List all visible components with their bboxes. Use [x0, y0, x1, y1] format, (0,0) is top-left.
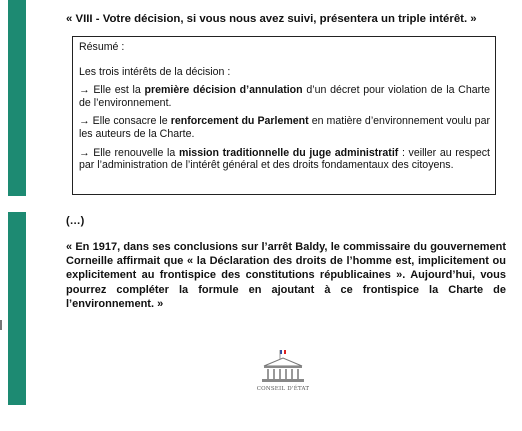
margin-mark	[0, 320, 2, 330]
arrow-icon: →	[79, 146, 90, 159]
building-icon	[258, 346, 308, 386]
summary-point	[79, 84, 490, 109]
quote-paragraph: « En 1917, dans ses conclusions sur l’arrêt Baldy, le commissaire du gouvernement Corneille affirmait que « la Déclaration des droits de l’homme est, implicitement ou explicitement au frontispice des constitutions républicaines ». Aujourd’hui, vous pourrez compléter la formule en ajoutant à ce frontispice la Charte de l’environnement. »	[66, 241, 506, 310]
arrow-icon: →	[79, 115, 90, 128]
summary-intro: Les trois intérêts de la décision :	[79, 65, 231, 78]
point-emphasis: mission traditionnelle du juge administratif	[178, 146, 399, 159]
point-text: en matière d’environnement voulu par les auteurs de la Charte.	[79, 115, 490, 140]
point-text: : veiller au respect par l’administration de l’intérêt général et des droits fondamentaux des citoyens.	[79, 146, 490, 172]
point-emphasis: première décision d’annulation	[144, 84, 303, 97]
ellipsis: (…)	[66, 215, 85, 227]
summary-point	[79, 147, 490, 172]
point-text: Elle est la	[93, 84, 145, 97]
accent-bar-bottom	[8, 212, 26, 405]
accent-bar-top	[8, 0, 26, 196]
summary-point	[79, 115, 490, 140]
section-heading: « VIII - Votre décision, si vous nous avez suivi, présentera un triple intérêt. »	[66, 13, 477, 25]
point-text: Elle consacre le	[92, 115, 171, 128]
point-emphasis: renforcement du Parlement	[170, 115, 309, 128]
point-text: Elle renouvelle la	[93, 146, 179, 159]
logo-caption: CONSEIL D’ÉTAT	[256, 386, 310, 392]
point-text: d’un décret pour violation de la Charte de l’environnement.	[79, 84, 490, 109]
summary-label: Résumé :	[79, 41, 125, 53]
arrow-icon: →	[79, 84, 90, 97]
summary-box	[72, 36, 496, 195]
